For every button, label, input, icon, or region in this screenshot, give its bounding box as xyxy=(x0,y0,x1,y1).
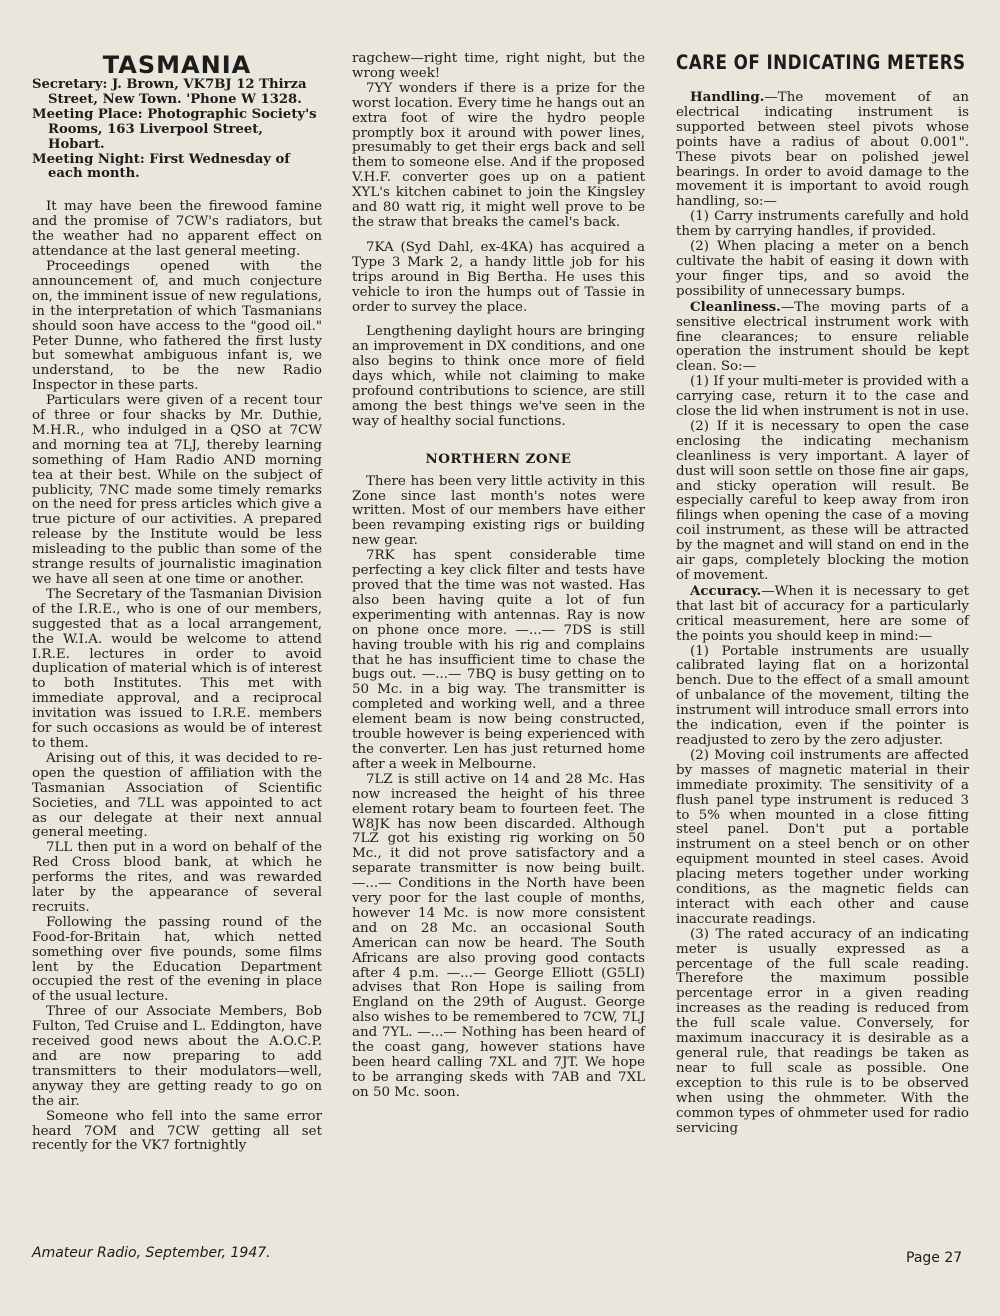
paragraph-continued: ragchew—right time, right night, but the wrong week! xyxy=(352,51,645,81)
column-tasmania xyxy=(32,52,322,1154)
paragraph: There has been very little activity in this Zone since last month's notes were written. Most of our members have either been revamping existing rigs or building new gear. xyxy=(352,473,645,549)
tasmania-heading: TASMANIA xyxy=(102,51,252,79)
meeting-night-line: Meeting Night: First Wednesday of each month. xyxy=(32,151,290,182)
cleanliness-text: —The moving parts of a sensitive electrical instrument work with fine clearances; to ensure reliable operation the instrument should be kept clean. So:— xyxy=(676,299,969,375)
paragraph: The Secretary of the Tasmanian Division of the I.R.E., who is one of our members, suggested that as a local arrangement, the W.I.A. would be welcome to attend I.R.E. lectures in order to avoid duplication of material which is of interest to both Institutes. This met with immediate approval, and a reciprocal invitation was issued to I.R.E. members for such occasions as would be of interest to them. xyxy=(32,586,322,751)
footer-publication: Amateur Radio, September, 1947. xyxy=(32,1245,271,1261)
paragraph: Proceedings opened with the announcement of, and much conjecture on, the imminent issue of new regulations, in the interpretation of which Tasmanians should soon have access to the "good oil." Peter Dunne, who fathered the first lusty but somewhat ambiguous infant is, we understand, to be the new Radio Inspector in these parts. xyxy=(32,258,322,394)
paragraph: Particulars were given of a recent tour of three or four shacks by Mr. Duthie, M.H.R., who indulged in a QSO at 7CW and morning tea at 7LJ, thereby learning something of Ham Radio AND morning tea at their best. While on the subject of publicity, 7NC made some timely remarks on the need for press articles which give a true picture of our activities. A prepared release by the Institute would be less misleading to the public than some of the strange results of journalistic imagination we have all seen at one time or another. xyxy=(32,393,322,587)
paragraph: Arising out of this, it was decided to re-open the question of affiliation with the Tasmanian Association of Scientific Societies, and 7LL was appointed to act as our delegate at their next annual general meeting. xyxy=(32,750,322,841)
cleanliness-lead: Cleanliness. xyxy=(690,298,781,315)
paragraph: Lengthening daylight hours are bringing an improvement in DX conditions, and one also begins to think once more of field days which, while not claiming to make profound contributions to science, are still among the best things we've seen in the way of healthy social functions. xyxy=(352,324,645,429)
paragraph: (3) The rated accuracy of an indicating meter is usually expressed as a percentage of the full scale reading. Therefore the maximum possible percentage error in a given reading increases as the reading is reduced from the full scale value. Conversely, for maximum inaccuracy it is desirable as a general rule, that readings be taken as near to full scale as possible. One exception to this rule is to be observed when using the ohmmeter. With the common types of ohmmeter used for radio servicing xyxy=(676,926,969,1136)
column-care xyxy=(676,52,969,1136)
accuracy-lead: Accuracy. xyxy=(690,582,762,599)
cleanliness-paragraph xyxy=(676,300,969,376)
paragraph: (2) Moving coil instruments are affected by masses of magnetic material in their immediate proximity. The sensitivity of a flush panel type instrument is reduced 3 to 5% when mounted in a close fitting steel panel. Don't put a portable instrument on a steel bench or on other equipment mounted in steel cases. Avoid placing meters together under working conditions, as the magnetic fields can interact with each other and cause inaccurate readings. xyxy=(676,747,969,927)
paragraph: Someone who fell into the same error heard 7OM and 7CW getting all set recently for the VK7 fortnightly xyxy=(32,1108,322,1154)
paragraph: It may have been the firewood famine and the promise of 7CW's radiators, but the weather had no apparent effect on attendance at the last general meeting. xyxy=(32,199,322,260)
tasmania-info xyxy=(32,78,322,182)
care-heading: CARE OF INDICATING METERS xyxy=(676,51,966,74)
accuracy-text: —When it is necessary to get that last bit of accuracy for a particularly critical measurement, here are some of the points you should keep in mind:— xyxy=(676,583,969,644)
paragraph: 7YY wonders if there is a prize for the worst location. Every time he hangs out an extra foot of wire the hydro people promptly box it around with power lines, presumably to get their ergs back and sell them to someone else. And if the proposed V.H.F. converter goes up on a patient XYL's kitchen cabinet to join the Kingsley and 80 watt rig, it might well prove to be the straw that breaks the camel's back. xyxy=(352,80,645,230)
meeting-place-line: Meeting Place: Photographic Society's Rooms, 163 Liverpool Street, Hobart. xyxy=(32,106,317,152)
paragraph: Three of our Associate Members, Bob Fulton, Ted Cruise and L. Eddington, have received good news about the A.O.C.P. and are now preparing to add transmitters to their modulators—well, anyway they are getting ready to go on the air. xyxy=(32,1004,322,1109)
paragraph: 7LZ is still active on 14 and 28 Mc. Has now increased the height of his three element rotary beam to fourteen feet. The W8JK has now been discarded. Although 7LZ got his existing rig working on 50 Mc., it did not prove satisfactory and a separate transmitter is now being built. —...— Conditions in the North have been very poor for the last couple of months, however 14 Mc. is now more consistent and on 28 Mc. an occasional South American can now be heard. The South Africans are also proving good contacts after 4 p.m. —...— George Elliott (G5LI) advises that Ron Hope is sailing from England on the 29th of August. George also wishes to be remembered to 7CW, 7LJ and 7YL. —...— Nothing has been heard of the coast gang, however stations have been heard calling 7XL and 7JT. We hope to be arranging skeds with 7AB and 7XL on 50 Mc. soon. xyxy=(352,771,645,1100)
paragraph: 7LL then put in a word on behalf of the Red Cross blood bank, at which he performs the rites, and was rewarded later by the appearance of several recruits. xyxy=(32,840,322,915)
handling-text: —The movement of an electrical indicating instrument is supported between steel pivots whose points have a radius of about 0.001". These pivots bear on polished jewel bearings. In order to avoid damage to the movement it is important to avoid rough handling, so:— xyxy=(676,90,969,210)
column-middle xyxy=(352,52,645,1101)
northern-zone-heading: NORTHERN ZONE xyxy=(425,450,572,467)
paragraph: (2) If it is necessary to open the case enclosing the indicating mechanism cleanliness is very important. A layer of dust will soon settle on those fine air gaps, and sticky operation will result. Be especially careful to keep away from iron filings when opening the case of a moving coil instrument, as these will be attracted by the magnet and will stand on end in the air gaps, completely blocking the motion of movement. xyxy=(676,418,969,583)
paragraph: 7KA (Syd Dahl, ex-4KA) has acquired a Type 3 Mark 2, a handy little job for his trips around in Big Bertha. He uses this vehicle to iron the humps out of Tassie in order to survey the place. xyxy=(352,239,645,315)
paragraph: (1) If your multi-meter is provided with a carrying case, return it to the case and close the lid when instrument is not in use. xyxy=(676,374,970,420)
secretary-line: Secretary: J. Brown, VK7BJ 12 Thirza Street, New Town. 'Phone W 1328. xyxy=(32,77,307,107)
paragraph: 7RK has spent considerable time perfecting a key click filter and tests have proved that the time was not wasted. Has also been having quite a lot of fun experimenting with antennas. Ray is now on phone once more. —...— 7DS is still having trouble with his rig and complains that he has insufficient time to chase the bugs out. —...— 7BQ is busy getting on to 50 Mc. in a big way. The transmitter is completed and working well, and a three element beam is now being constructed, trouble however is being experienced with the converter. Len has just returned home after a week in Melbourne. xyxy=(352,548,645,772)
paragraph: (2) When placing a meter on a bench cultivate the habit of easing it down with your finger tips, and so avoid the possibility of unnecessary bumps. xyxy=(676,239,969,299)
footer-page-number: Page 27 xyxy=(906,1250,963,1266)
paragraph: (1) Portable instruments are usually calibrated laying flat on a horizontal bench. Due to the effect of a small amount of unbalance of the movement, tilting the instrument will introduce small errors into the indication, even if the pointer is readjusted to zero by the zero adjuster. xyxy=(676,643,969,748)
handling-lead: Handling. xyxy=(690,89,765,105)
accuracy-paragraph xyxy=(676,584,969,645)
paragraph: Following the passing round of the Food-for-Britain hat, which netted something over five pounds, some films lent by the Education Department occupied the rest of the evening in place of the usual lecture. xyxy=(32,914,322,1005)
handling-paragraph xyxy=(676,90,969,210)
paragraph: (1) Carry instruments carefully and hold them by carrying handles, if provided. xyxy=(676,209,969,240)
